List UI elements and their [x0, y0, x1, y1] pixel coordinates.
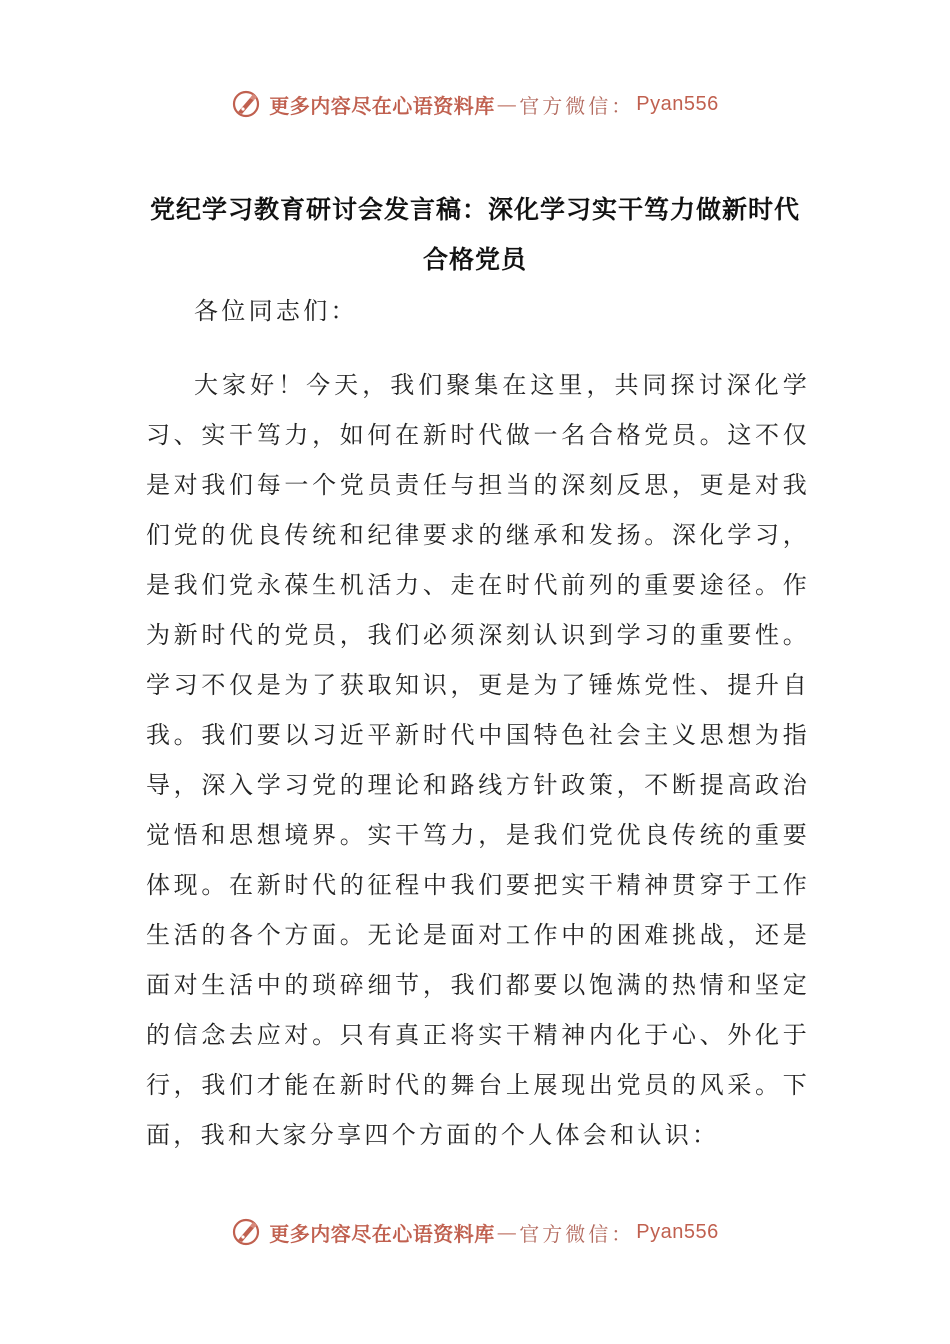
- banner-wechat-label: 官方微信：: [519, 93, 635, 118]
- banner-brand-text: 更多内容尽在心语资料库: [269, 1221, 495, 1246]
- footer-banner: [0, 1212, 950, 1252]
- banner-wechat-id: Pyan556: [636, 1220, 719, 1243]
- banner-dash: —: [496, 92, 518, 116]
- pen-nib-logo-icon: [231, 89, 261, 119]
- document-body: [146, 286, 810, 1160]
- document-title: 党纪学习教育研讨会发言稿：深化学习实干笃力做新时代合格党员: [149, 194, 800, 274]
- banner-dash: —: [496, 1220, 518, 1244]
- banner-wechat-id: Pyan556: [636, 92, 719, 115]
- body-paragraph: 大家好！今天，我们聚集在这里，共同探讨深化学习、实干笃力，如何在新时代做一名合格党员。这不仅是对我们每一个党员责任与担当的深刻反思，更是对我们党的优良传统和纪律要求的继承和发扬。深化学习，是我们党永葆生机活力、走在时代前列的重要途径。作为新时代的党员，我们必须深刻认识到学习的重要性。学习不仅是为了获取知识，更是为了锤炼党性、提升自我。我们要以习近平新时代中国特色社会主义思想为指导，深入学习党的理论和路线方针政策，不断提高政治觉悟和思想境界。实干笃力，是我们党优良传统的重要体现。在新时代的征程中我们要把实干精神贯穿于工作生活的各个方面。无论是面对工作中的困难挑战，还是面对生活中的琐碎细节，我们都要以饱满的热情和坚定的信念去应对。只有真正将实干精神内化于心、外化于行，我们才能在新时代的舞台上展现出党员的风采。下面，我和大家分享四个方面的个人体会和认识：: [146, 371, 810, 1149]
- salutation: 各位同志们：: [194, 297, 358, 325]
- pen-nib-logo-icon: [231, 1217, 261, 1247]
- header-banner: [0, 84, 950, 124]
- banner-wechat-label: 官方微信：: [519, 1221, 635, 1246]
- banner-brand-text: 更多内容尽在心语资料库: [269, 93, 495, 118]
